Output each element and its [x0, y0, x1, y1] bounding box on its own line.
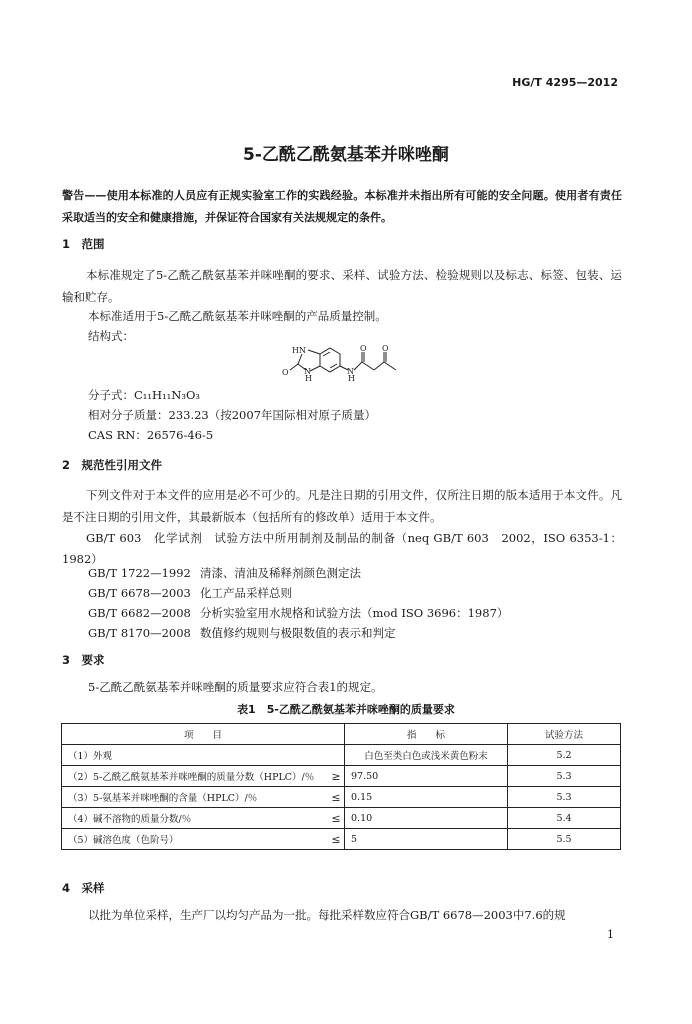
reference-gb6682: GB/T 6682—2008 分析实验室用水规格和试验方法（mod ISO 3696：1987） [88, 606, 509, 620]
table-header-row [62, 724, 621, 745]
section-4-heading: 4 采样 [62, 881, 105, 895]
scope-paragraph: 本标准规定了5-乙酰乙酰氨基苯并咪唑酮的要求、采样、试验方法、检验规则以及标志、标签、包装、运输和贮存。 [62, 268, 622, 304]
label-o-left: O [282, 368, 289, 377]
requirements-intro: 5-乙酰乙酰氨基苯并咪唑酮的质量要求应符合表1的规定。 [88, 680, 383, 694]
reference-gb1722: GB/T 1722—1992 清漆、清油及稀释剂颜色测定法 [88, 566, 361, 580]
row-item: （1）外观 [62, 745, 329, 766]
row-method: 5.2 [508, 745, 621, 766]
requirements-table [61, 723, 621, 850]
row-operator: ≤ [328, 829, 345, 850]
reference-title: 化学试剂 试验方法中所用制剂及制品的制备（neq GB/T 603 2002，ISO 6353-1：1982） [62, 531, 622, 566]
row-item: （2）5-乙酰乙酰氨基苯并咪唑酮的质量分数（HPLC）/％ [62, 766, 329, 787]
reference-gb6678: GB/T 6678—2003 化工产品采样总则 [88, 586, 292, 600]
row-item: （5）碱溶色度（色阶号） [62, 829, 329, 850]
label-n-amide: N [347, 367, 354, 376]
bond-ring-nh [308, 350, 320, 354]
page-number: 1 [607, 928, 614, 941]
row-value: 97.50 [345, 766, 508, 787]
header-indicator: 指 标 [345, 724, 508, 745]
row-item: （4）碱不溶物的质量分数/％ [62, 808, 329, 829]
bond-ring-n [310, 366, 320, 371]
row-operator: ≤ [328, 787, 345, 808]
header-item: 项 目 [62, 724, 345, 745]
reference-gb8170: GB/T 8170—2008 数值修约规则与极限数值的表示和判定 [88, 626, 396, 640]
label-o1: O [360, 344, 367, 353]
section-3-heading: 3 要求 [62, 653, 105, 667]
table-row [62, 745, 621, 766]
row-method: 5.3 [508, 787, 621, 808]
benzene-ring [320, 348, 340, 372]
row-value: 5 [345, 829, 508, 850]
molecular-formula: 分子式：C₁₁H₁₁N₃O₃ [88, 388, 200, 402]
page-title: 5-乙酰乙酰氨基苯并咪唑酮 [243, 145, 449, 165]
row-method: 5.3 [508, 766, 621, 787]
row-operator [328, 745, 345, 766]
section-2-heading: 2 规范性引用文件 [62, 458, 163, 472]
structure-label: 结构式： [88, 329, 134, 343]
row-value: 0.15 [345, 787, 508, 808]
carbonyl-left [290, 364, 298, 370]
molecular-mass: 相对分子质量：233.23（按2007年国际相对原子质量） [88, 408, 377, 422]
methyl-bond [384, 362, 396, 370]
bond-imidazolone [298, 354, 302, 364]
section-1-heading: 1 范围 [62, 237, 105, 251]
scope-applicability: 本标准适用于5-乙酰乙酰氨基苯并咪唑酮的产品质量控制。 [88, 309, 387, 323]
table-row [62, 829, 621, 850]
row-item: （3）5-氨基苯并咪唑酮的含量（HPLC）/％ [62, 787, 329, 808]
cas-number: CAS RN：26576-46-5 [88, 428, 214, 442]
row-value: 0.10 [345, 808, 508, 829]
row-value: 白色至类白色或浅米黄色粉末 [345, 745, 508, 766]
label-h-amide: H [348, 374, 355, 382]
row-operator: ≤ [328, 808, 345, 829]
row-method: 5.4 [508, 808, 621, 829]
reference-gb603 [62, 528, 622, 570]
safety-warning: 警告——使用本标准的人员应有正规实验室工作的实践经验。本标准并未指出所有可能的安全问题。使用者有责任采取适当的安全和健康措施，并保证符合国家有关法规规定的条件。 [62, 189, 622, 224]
references-intro: 下列文件对于本文件的应用是必不可少的。凡是注日期的引用文件，仅所注日期的版本适用于本文件。凡是不注日期的引用文件，其最新版本（包括所有的修改单）适用于本文件。 [62, 488, 622, 524]
label-hn: HN [292, 346, 306, 355]
table-caption: 表1 5-乙酰乙酰氨基苯并咪唑酮的质量要求 [237, 703, 455, 716]
label-o2: O [382, 344, 389, 353]
label-n: N [304, 367, 311, 376]
table-row [62, 808, 621, 829]
table-row [62, 766, 621, 787]
row-operator: ≥ [328, 766, 345, 787]
header-method: 试验方法 [508, 724, 621, 745]
structural-formula [280, 342, 410, 382]
label-h: H [305, 374, 312, 382]
standard-code: HG/T 4295—2012 [512, 76, 618, 89]
table-row [62, 787, 621, 808]
row-method: 5.5 [508, 829, 621, 850]
sampling-paragraph: 以批为单位采样，生产厂以均匀产品为一批。每批采样数应符合GB/T 6678—2003中7.6的规 [88, 908, 566, 922]
reference-code: GB/T 603 [86, 531, 142, 545]
